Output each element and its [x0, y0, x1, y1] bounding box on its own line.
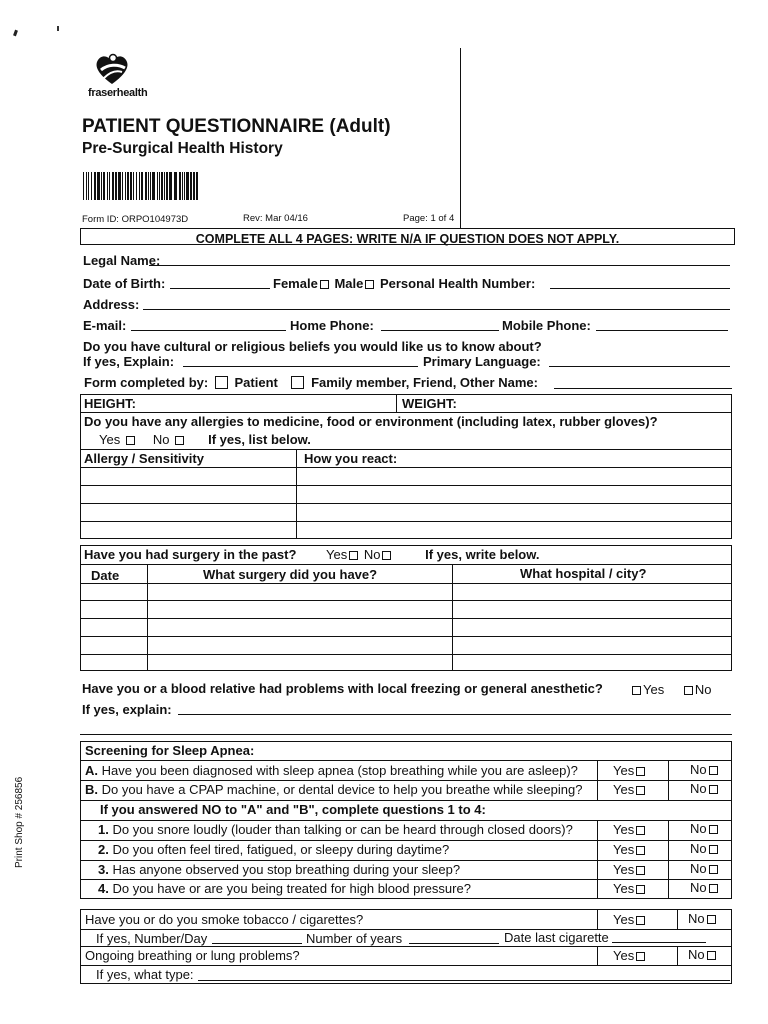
sleep-q-2-no[interactable]	[690, 841, 720, 856]
date-col-header: Date	[91, 568, 120, 583]
address-row	[83, 297, 139, 312]
sleep-q-a-no[interactable]	[690, 762, 720, 777]
height-weight-divider	[396, 394, 397, 412]
sleep-q-b: B. Do you have a CPAP machine, or dental device to help you breathe while sleeping?	[85, 782, 583, 797]
allergy-if-yes: If yes, list below.	[208, 432, 311, 447]
home-phone-field[interactable]	[381, 330, 499, 331]
male-label: Male	[334, 276, 364, 291]
smoking-yes[interactable]	[613, 912, 647, 927]
email-field[interactable]	[131, 330, 286, 331]
divider	[80, 860, 732, 861]
smoking-number-day-field[interactable]	[212, 943, 302, 944]
form-title: PATIENT QUESTIONNAIRE (Adult)	[82, 116, 391, 137]
allergy-col-header: Allergy / Sensitivity	[84, 451, 204, 466]
breathing-question: Ongoing breathing or lung problems?	[85, 948, 300, 963]
anesthetic-explain-field[interactable]	[178, 714, 731, 715]
sleep-q-4-yes[interactable]	[613, 881, 647, 896]
sleep-q-4-text: Do you have or are you being treated for high blood pressure?	[112, 881, 471, 896]
form-id: Form ID: ORPO104973D	[82, 214, 189, 225]
divider	[80, 734, 732, 735]
email-row	[83, 318, 126, 333]
allergy-row-line	[80, 521, 732, 522]
completed-by-row	[84, 375, 538, 390]
yes-label: Yes	[613, 912, 635, 927]
hospital-col-header: What hospital / city?	[520, 566, 647, 581]
allergy-row-line	[80, 503, 732, 504]
surgery-row-line	[80, 583, 732, 584]
beliefs-question	[83, 339, 542, 354]
yes-label: Yes	[613, 763, 635, 778]
smoking-years-label: Number of years	[306, 931, 403, 946]
mobile-phone-field[interactable]	[596, 330, 728, 331]
legal-name-field[interactable]	[149, 265, 730, 266]
page-number: Page: 1 of 4	[403, 213, 455, 224]
anesthetic-yes-checkbox[interactable]	[632, 686, 641, 695]
smoking-last-field[interactable]	[612, 942, 706, 943]
phn-label: Personal Health Number:	[379, 276, 536, 291]
yes-label: Yes	[613, 881, 635, 896]
reaction-col-header: How you react:	[304, 451, 398, 466]
yes-checkbox[interactable]	[636, 952, 645, 961]
no-checkbox[interactable]	[707, 915, 716, 924]
female-label: Female	[273, 276, 318, 291]
barcode-graphic	[83, 172, 201, 200]
family-label: Family member, Friend, Other Name:	[311, 375, 538, 390]
form-rev: Rev: Mar 04/16	[243, 213, 308, 224]
smoking-years-field[interactable]	[409, 943, 499, 944]
divider	[80, 929, 732, 930]
sleep-q-4: 4. Do you have or are you being treated for high blood pressure?	[98, 881, 471, 896]
sex-row	[273, 276, 535, 291]
breathing-yes[interactable]	[613, 948, 647, 963]
banner-text: COMPLETE ALL 4 PAGES: WRITE N/A IF QUESTION DOES NOT APPLY.	[195, 232, 620, 246]
yes-checkbox[interactable]	[636, 916, 645, 925]
beliefs-explain-row	[83, 354, 174, 369]
smoking-number-day-label: If yes, Number/Day	[96, 931, 208, 946]
other-name-field[interactable]	[554, 388, 732, 389]
surgery-row-line	[80, 636, 732, 637]
dob-row	[83, 276, 165, 291]
surgery-row-line	[80, 618, 732, 619]
no-label: No	[690, 841, 707, 856]
sleep-q-1-text: Do you snore loudly (louder than talking or can be heard through closed doors)?	[112, 822, 573, 837]
scan-mark	[13, 30, 18, 37]
allergy-yes-no-row	[99, 432, 311, 447]
sleep-q-b-no[interactable]	[690, 781, 720, 796]
yes-checkbox[interactable]	[636, 826, 645, 835]
anesthetic-yes-label: Yes	[643, 682, 665, 697]
allergy-no-checkbox[interactable]	[175, 436, 184, 445]
beliefs-label: Do you have cultural or religious beliefs you would like us to know about?	[83, 339, 542, 354]
anesthetic-explain-label: If yes, explain:	[82, 702, 172, 717]
patient-label: Patient	[234, 375, 278, 390]
allergy-no-label: No	[152, 432, 170, 447]
surgery-row-line	[80, 600, 732, 601]
no-checkbox[interactable]	[709, 766, 718, 775]
allergy-row-line	[80, 467, 732, 468]
anesthetic-no-label: No	[694, 682, 712, 697]
surgery-if-yes: If yes, write below.	[425, 547, 540, 562]
surgery-yes-label: Yes	[326, 547, 348, 562]
sleep-q-2-yes[interactable]	[613, 842, 647, 857]
breathing-type-label: If yes, what type:	[96, 967, 194, 982]
mobile-phone-label: Mobile Phone:	[502, 318, 591, 333]
sleep-q-b-yes[interactable]	[613, 782, 647, 797]
sleep-q-3: 3. Has anyone observed you stop breathing during your sleep?	[98, 862, 461, 877]
no-checkbox[interactable]	[709, 845, 718, 854]
no-checkbox[interactable]	[709, 884, 718, 893]
yes-checkbox[interactable]	[636, 767, 645, 776]
dob-label: Date of Birth:	[83, 276, 166, 291]
smoking-question: Have you or do you smoke tobacco / cigarettes?	[85, 912, 364, 927]
yes-checkbox[interactable]	[636, 885, 645, 894]
anesthetic-options	[630, 682, 711, 697]
divider	[80, 840, 732, 841]
yes-label: Yes	[613, 842, 635, 857]
sleep-q-2: 2. Do you often feel tired, fatigued, or sleepy during daytime?	[98, 842, 450, 857]
no-label: No	[690, 781, 707, 796]
no-checkbox[interactable]	[707, 951, 716, 960]
allergy-row-line	[80, 485, 732, 486]
yes-col-divider	[597, 909, 598, 930]
yes-checkbox[interactable]	[636, 846, 645, 855]
no-label: No	[690, 861, 707, 876]
language-label: Primary Language:	[423, 354, 541, 369]
surgery-no-checkbox[interactable]	[382, 551, 391, 560]
sleep-instruction: If you answered NO to "A" and "B", complete questions 1 to 4:	[100, 802, 486, 817]
sleep-q-a-text: Have you been diagnosed with sleep apnea (stop breathing while you are asleep)?	[101, 763, 578, 778]
heart-person-icon	[92, 52, 132, 86]
no-label: No	[688, 911, 705, 926]
address-label: Address:	[83, 297, 140, 312]
family-checkbox[interactable]	[291, 376, 304, 389]
sleep-q-1: 1. Do you snore loudly (louder than talking or can be heard through closed doors)?	[98, 822, 573, 837]
yes-checkbox[interactable]	[636, 786, 645, 795]
address-field[interactable]	[143, 309, 730, 310]
no-label: No	[688, 947, 705, 962]
allergy-col-divider	[296, 449, 297, 539]
surgery-question: Have you had surgery in the past?	[84, 547, 297, 562]
home-phone-label: Home Phone:	[290, 318, 374, 333]
no-checkbox[interactable]	[709, 865, 718, 874]
sleep-q-b-text: Do you have a CPAP machine, or dental device to help you breathe while sleeping?	[101, 782, 583, 797]
sleep-q-a-yes[interactable]	[613, 763, 647, 778]
instruction-banner	[80, 228, 735, 245]
patient-checkbox[interactable]	[215, 376, 228, 389]
surgery-no-label: No	[363, 547, 381, 562]
female-checkbox[interactable]	[320, 280, 329, 289]
surgery-question-row	[84, 547, 540, 562]
allergy-yes-label: Yes	[99, 432, 121, 447]
divider	[80, 820, 732, 821]
completed-by-label: Form completed by:	[84, 375, 209, 390]
male-checkbox[interactable]	[365, 280, 374, 289]
surgery-row-line	[80, 654, 732, 655]
no-checkbox[interactable]	[709, 785, 718, 794]
no-col-divider	[677, 946, 678, 965]
language-row	[423, 354, 541, 369]
smoking-no[interactable]	[688, 911, 718, 926]
sleep-apnea-title: Screening for Sleep Apnea:	[85, 743, 255, 758]
no-checkbox[interactable]	[709, 825, 718, 834]
barcode	[83, 172, 201, 205]
anesthetic-question: Have you or a blood relative had problems with local freezing or general anesthetic?	[82, 681, 603, 696]
sleep-q-3-text: Has anyone observed you stop breathing during your sleep?	[112, 862, 461, 877]
sleep-q-1-no[interactable]	[690, 821, 720, 836]
legal-name-label: Legal Name:	[83, 253, 161, 268]
beliefs-explain-label: If yes, Explain:	[83, 354, 175, 369]
no-label: No	[690, 880, 707, 895]
yes-checkbox[interactable]	[636, 866, 645, 875]
allergy-question: Do you have any allergies to medicine, food or environment (including latex, rubber gloves)?	[84, 414, 658, 429]
mobile-phone-row	[502, 318, 591, 333]
language-field[interactable]	[549, 366, 730, 367]
surgery-yes-checkbox[interactable]	[349, 551, 358, 560]
yes-label: Yes	[613, 948, 635, 963]
height-label: HEIGHT:	[84, 396, 136, 411]
home-phone-row	[290, 318, 374, 333]
yes-col-divider	[597, 946, 598, 965]
form-subtitle: Pre-Surgical Health History	[82, 140, 283, 157]
divider	[80, 879, 732, 880]
sleep-q-4-no[interactable]	[690, 880, 720, 895]
yes-label: Yes	[613, 782, 635, 797]
divider	[80, 946, 732, 947]
divider	[80, 449, 732, 450]
yes-label: Yes	[613, 822, 635, 837]
anesthetic-no-checkbox[interactable]	[684, 686, 693, 695]
weight-label: WEIGHT:	[402, 396, 457, 411]
surgery-col-header: What surgery did you have?	[203, 567, 378, 582]
beliefs-explain-field[interactable]	[183, 366, 418, 367]
fraserhealth-logo	[88, 52, 148, 99]
breathing-no[interactable]	[688, 947, 718, 962]
no-col-divider	[677, 909, 678, 930]
divider	[80, 800, 732, 801]
divider	[80, 965, 732, 966]
divider	[80, 780, 732, 781]
breathing-type-field[interactable]	[198, 980, 730, 981]
yes-label: Yes	[613, 862, 635, 877]
divider	[80, 412, 732, 413]
dob-field[interactable]	[170, 288, 270, 289]
print-shop-number: Print Shop # 256856	[14, 776, 25, 868]
sleep-q-2-text: Do you often feel tired, fatigued, or sleepy during daytime?	[112, 842, 450, 857]
sleep-q-3-no[interactable]	[690, 861, 720, 876]
sleep-q-1-yes[interactable]	[613, 822, 647, 837]
allergy-yes-checkbox[interactable]	[126, 436, 135, 445]
divider	[80, 760, 732, 761]
sleep-q-3-yes[interactable]	[613, 862, 647, 877]
logo-text: fraserhealth	[88, 87, 148, 99]
header-divider	[460, 48, 461, 228]
smoking-last-label: Date last cigarette	[504, 930, 609, 945]
scan-mark	[57, 26, 59, 31]
no-label: No	[690, 821, 707, 836]
phn-field[interactable]	[550, 288, 730, 289]
email-label: E-mail:	[83, 318, 127, 333]
divider	[80, 564, 732, 565]
sleep-q-a: A. Have you been diagnosed with sleep apnea (stop breathing while you are asleep)?	[85, 763, 578, 778]
no-label: No	[690, 762, 707, 777]
